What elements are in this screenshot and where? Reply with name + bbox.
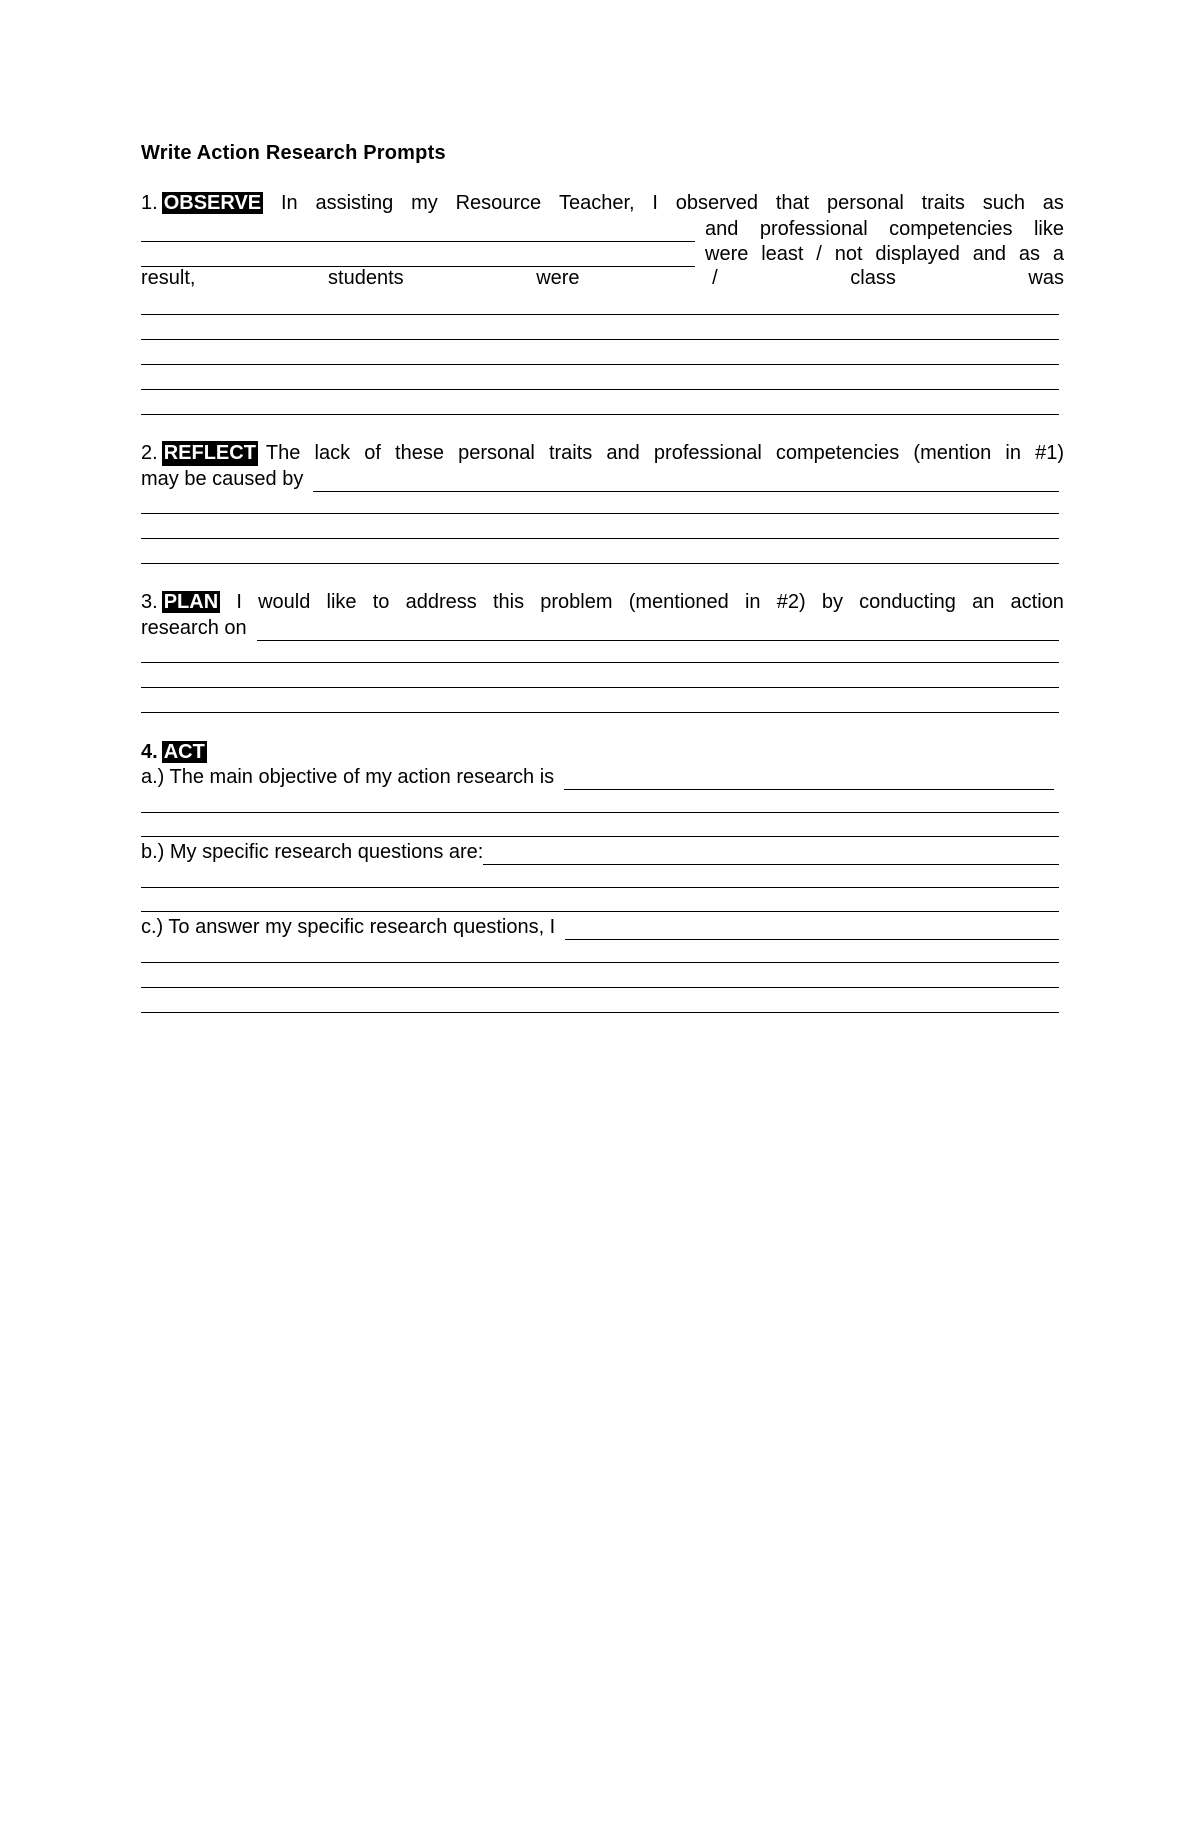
act-b-text: b.) My specific research questions are: xyxy=(141,841,484,863)
act-c-answer-rule[interactable] xyxy=(141,962,1059,963)
act-b-answer-rule[interactable] xyxy=(141,911,1059,912)
reflect-line-2 xyxy=(141,467,1064,492)
act-c-answer-rule[interactable] xyxy=(141,1012,1059,1013)
observe-word: Resource xyxy=(455,192,542,214)
reflect-line-2-text: may be caused by xyxy=(141,468,304,490)
observe-tag: OBSERVE xyxy=(163,192,262,214)
plan-word: to xyxy=(372,591,390,613)
observe-word: result, xyxy=(141,267,196,289)
observe-line-4 xyxy=(141,266,1064,291)
plan-word: #2) xyxy=(776,591,806,613)
reflect-cause-blank[interactable] xyxy=(313,473,1059,492)
observe-line-2 xyxy=(141,217,1064,242)
plan-word: this xyxy=(492,591,525,613)
observe-word: such xyxy=(982,192,1025,214)
observe-word: as xyxy=(1042,192,1064,214)
act-questions-blank[interactable] xyxy=(483,846,1059,865)
reflect-tag: REFLECT xyxy=(163,442,256,464)
observe-line-3-text: were least / not displayed and as a xyxy=(705,243,1064,265)
plan-number: 3. xyxy=(141,591,158,613)
plan-answer-rule[interactable] xyxy=(141,712,1059,713)
worksheet-title: Write Action Research Prompts xyxy=(141,142,446,164)
observe-line-3 xyxy=(141,242,1064,267)
plan-line-2 xyxy=(141,616,1064,641)
act-a-answer-rule[interactable] xyxy=(141,812,1059,813)
reflect-answer-rule[interactable] xyxy=(141,513,1059,514)
plan-word: an xyxy=(972,591,995,613)
plan-answer-rule[interactable] xyxy=(141,662,1059,663)
act-tag: ACT xyxy=(163,741,205,763)
observe-answer-rule[interactable] xyxy=(141,339,1059,340)
act-a-answer-rule[interactable] xyxy=(141,836,1059,837)
act-a-line xyxy=(141,765,1064,790)
reflect-answer-rule[interactable] xyxy=(141,538,1059,539)
observe-word: traits xyxy=(921,192,965,214)
plan-word: (mentioned xyxy=(628,591,729,613)
reflect-number: 2. xyxy=(141,442,158,464)
observe-word: assisting xyxy=(315,192,394,214)
observe-word: I xyxy=(652,192,658,214)
act-b-answer-rule[interactable] xyxy=(141,887,1059,888)
observe-word: In xyxy=(280,192,298,214)
reflect-answer-rule[interactable] xyxy=(141,563,1059,564)
observe-line-1 xyxy=(141,191,1064,216)
observe-answer-rule[interactable] xyxy=(141,414,1059,415)
plan-word: problem xyxy=(540,591,613,613)
act-c-text: c.) To answer my specific research questions, I xyxy=(141,916,556,938)
observe-word: were xyxy=(536,267,580,289)
reflect-line-1 xyxy=(141,441,1064,466)
observe-word: personal xyxy=(827,192,904,214)
observe-answer-rule[interactable] xyxy=(141,314,1059,315)
act-number: 4. xyxy=(141,741,158,763)
observe-traits-blank[interactable] xyxy=(141,223,695,242)
plan-word: like xyxy=(326,591,357,613)
plan-answer-rule[interactable] xyxy=(141,687,1059,688)
plan-word: by xyxy=(821,591,843,613)
observe-word: my xyxy=(411,192,438,214)
observe-word: that xyxy=(775,192,810,214)
observe-word: Teacher, xyxy=(558,192,635,214)
observe-answer-rule[interactable] xyxy=(141,389,1059,390)
plan-topic-blank[interactable] xyxy=(257,622,1059,641)
observe-word: students xyxy=(328,267,404,289)
plan-word: action xyxy=(1010,591,1064,613)
reflect-line-1-text: The lack of these personal traits and professional competencies (mention in #1) xyxy=(265,442,1064,464)
observe-number: 1. xyxy=(141,192,158,214)
plan-tag: PLAN xyxy=(163,591,219,613)
act-a-text: a.) The main objective of my action research is xyxy=(141,766,555,788)
plan-word: in xyxy=(744,591,761,613)
plan-word: address xyxy=(405,591,477,613)
observe-answer-rule[interactable] xyxy=(141,364,1059,365)
plan-word: conducting xyxy=(859,591,956,613)
observe-word: was xyxy=(1028,267,1064,289)
observe-word: / xyxy=(712,267,718,289)
act-b-line xyxy=(141,840,1064,865)
observe-word: observed xyxy=(675,192,759,214)
observe-line-2-text: and professional competencies like xyxy=(705,218,1064,240)
act-objective-blank[interactable] xyxy=(564,771,1054,790)
observe-word: class xyxy=(850,267,896,289)
act-method-blank[interactable] xyxy=(565,921,1059,940)
plan-word: would xyxy=(258,591,311,613)
observe-competencies-blank[interactable] xyxy=(141,248,695,267)
plan-line-2-text: research on xyxy=(141,617,247,639)
act-heading xyxy=(141,740,1064,765)
act-c-line xyxy=(141,915,1064,940)
act-c-answer-rule[interactable] xyxy=(141,987,1059,988)
plan-line-1 xyxy=(141,590,1064,615)
plan-word: I xyxy=(236,591,242,613)
